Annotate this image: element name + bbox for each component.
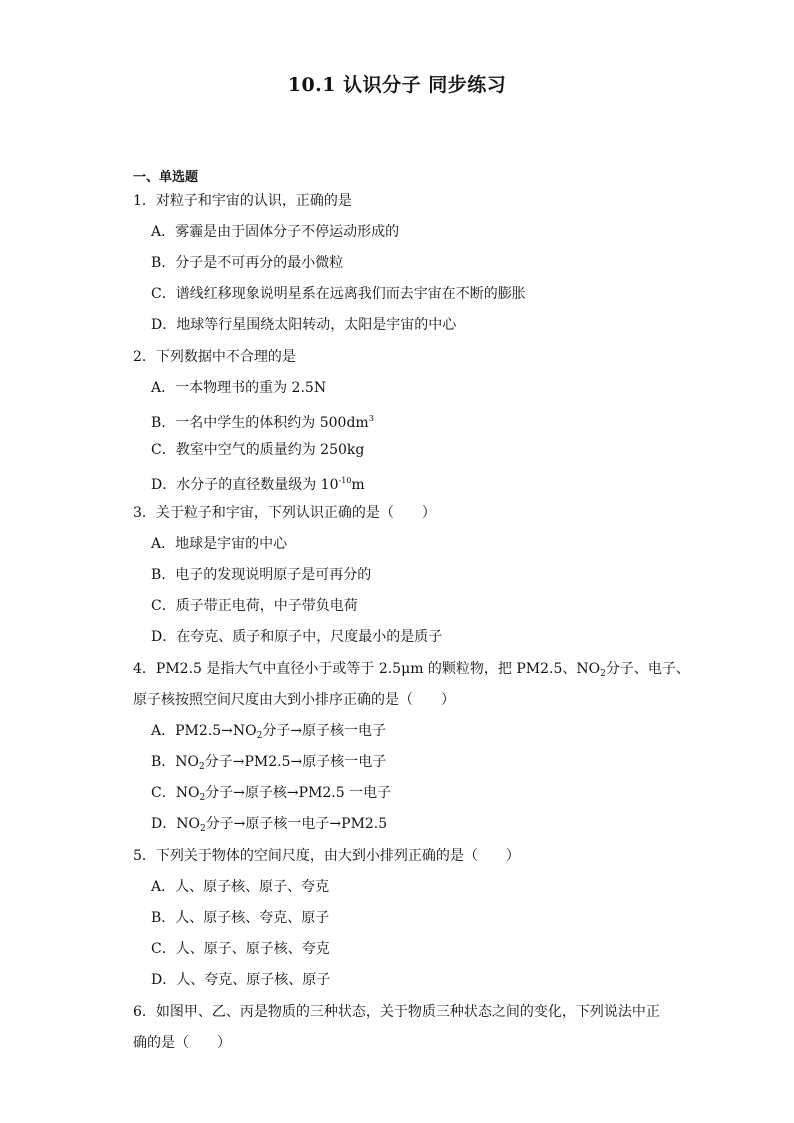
- question-4-stem-line-1: 4．PM2.5 是指大气中直径小于或等于 2.5μm 的颗粒物，把 PM2.5、$NO_2$分子、电子、: [133, 661, 690, 679]
- question-2-option-a: A．一本物理书的重为 2.5N: [151, 380, 327, 396]
- question-1-stem: 1．对粒子和宇宙的认识，正确的是: [133, 193, 352, 209]
- question-2-option-b: B．一名中学生的体积约为 $500dm^3$: [151, 414, 374, 431]
- question-3-option-c: C．质子带正电荷，中子带负电荷: [151, 598, 358, 614]
- question-5-option-c: C．人、原子、原子核、夸克: [151, 941, 330, 957]
- question-5-option-d: D．人、夸克、原子核、原子: [151, 972, 331, 988]
- question-5-option-a: A．人、原子核、原子、夸克: [151, 879, 330, 895]
- question-5-stem: 5．下列关于物体的空间尺度，由大到小排列正确的是（ ）: [133, 848, 520, 864]
- question-3-stem: 3．关于粒子和宇宙，下列认识正确的是（ ）: [133, 505, 436, 521]
- question-4-stem-line-2: 原子核按照空间尺度由大到小排序正确的是（ ）: [133, 692, 455, 708]
- question-2-option-d: D．水分子的直径数量级为 $10^{-10}m$: [151, 476, 365, 493]
- question-3-option-a: A．地球是宇宙的中心: [151, 536, 288, 552]
- question-3-option-b: B．电子的发现说明原子是可再分的: [151, 567, 372, 583]
- section-heading: 一、单选题: [133, 170, 199, 185]
- question-6-stem-line-1: 6．如图甲、乙、丙是物质的三种状态，关于物质三种状态之间的变化，下列说法中正: [133, 1004, 660, 1020]
- question-3-option-d: D．在夸克、质子和原子中，尺度最小的是质子: [151, 629, 443, 645]
- page-title: 10.1 认识分子 同步练习: [287, 74, 507, 96]
- question-4-option-c: C．$NO_2$分子→原子核→PM2.5 一电子: [151, 785, 392, 803]
- question-4-option-d: D．$NO_2$分子→原子核一电子→PM2.5: [151, 816, 388, 834]
- question-6-stem-line-2: 确的是（ ）: [133, 1035, 231, 1051]
- question-5-option-b: B．人、原子核、夸克、原子: [151, 910, 330, 926]
- question-2-option-c: C．教室中空气的质量约为 250kg: [151, 442, 365, 458]
- question-4-option-b: B．$NO_2$分子→PM2.5→原子核一电子: [151, 754, 387, 772]
- question-1-option-b: B．分子是不可再分的最小微粒: [151, 255, 344, 271]
- question-4-option-a: A．$PM2.5\to NO_2$分子→原子核一电子: [151, 723, 387, 741]
- question-1-option-a: A．雾霾是由于固体分子不停运动形成的: [151, 224, 400, 240]
- question-1-option-c: C．谱线红移现象说明星系在远离我们而去宇宙在不断的膨胀: [151, 286, 526, 302]
- question-2-stem: 2．下列数据中不合理的是: [133, 349, 296, 365]
- question-1-option-d: D．地球等行星围绕太阳转动，太阳是宇宙的中心: [151, 317, 457, 333]
